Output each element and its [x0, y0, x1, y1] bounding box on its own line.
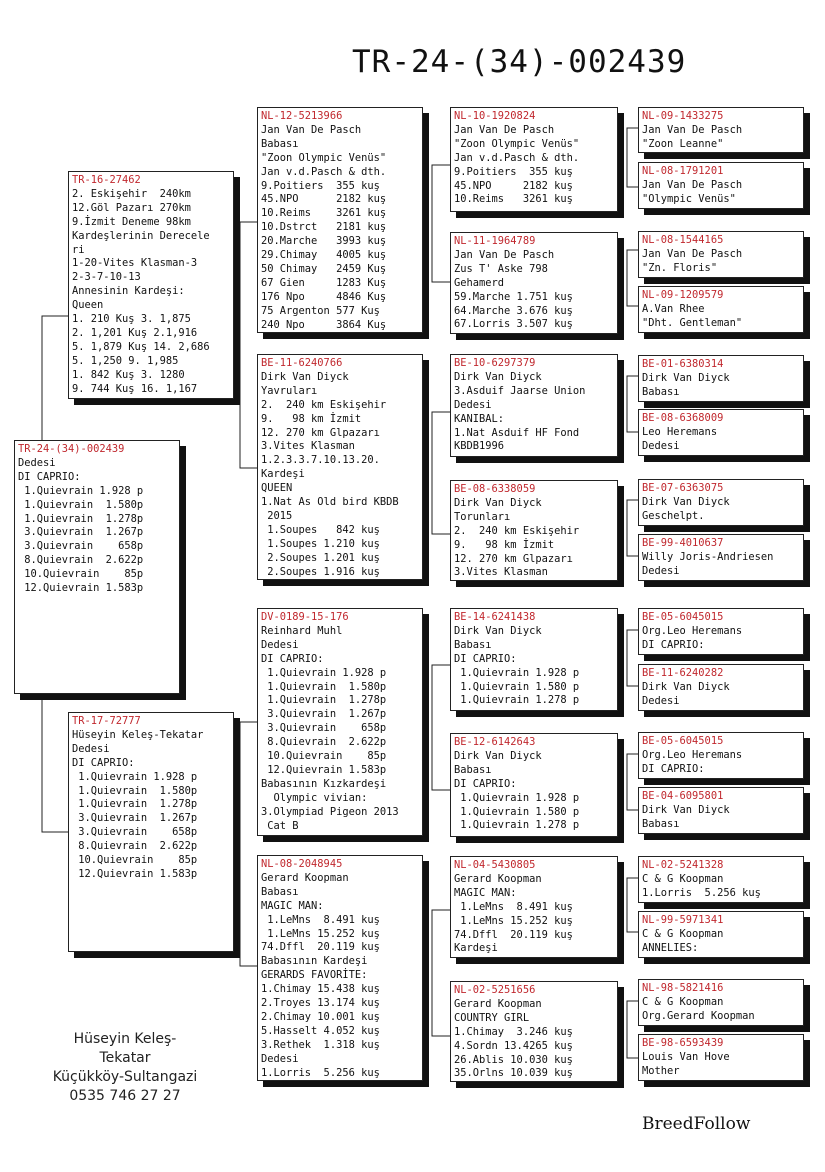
- pedigree-line: Reinhard Muhl: [261, 624, 343, 637]
- pedigree-line: 59.Marche 1.751 kuş: [454, 290, 573, 303]
- pedigree-line: 3.Quievrain 658p: [72, 826, 198, 839]
- pedigree-line: 10.Dstrct 2181 kuş: [261, 221, 387, 234]
- pedigree-line: Babası: [454, 763, 492, 776]
- pedigree-box-gen4-3: [638, 231, 804, 278]
- pedigree-line: 1.Chimay 15.438 kuş: [261, 983, 380, 996]
- pedigree-line: GERARDS FAVORİTE:: [261, 969, 368, 982]
- pedigree-line: Jan Van De Pasch: [642, 247, 743, 260]
- pedigree-line: DI CAPRIO:: [72, 756, 135, 769]
- pedigree-line: Kardeşi: [261, 468, 305, 481]
- box-details: [642, 996, 800, 1024]
- box-details: [454, 998, 614, 1081]
- pedigree-line: 10.Quievrain 85p: [18, 568, 144, 581]
- pedigree-title: TR-24-(34)-002439: [352, 44, 687, 80]
- ring-number: BE-11-6240282: [642, 667, 724, 679]
- pedigree-line: A.Van Rhee: [642, 302, 705, 315]
- pedigree-line: 12.Göl Pazarı 270km: [72, 201, 191, 214]
- pedigree-box-sire-sire: [257, 107, 423, 333]
- pedigree-line: 3.Vites Klasman: [454, 566, 548, 579]
- pedigree-line: 10.Quievrain 85p: [72, 854, 198, 867]
- ring-number: NL-98-5821416: [642, 982, 724, 994]
- pedigree-line: 1.Quievrain 1.580p: [261, 680, 387, 693]
- box-details: [72, 729, 230, 882]
- pedigree-box-gen4-5: [638, 355, 804, 402]
- pedigree-line: DI CAPRIO:: [454, 652, 517, 665]
- pedigree-line: "Zoon Leanne": [642, 137, 724, 150]
- pedigree-line: 12.Quievrain 1.583p: [72, 867, 198, 880]
- pedigree-line: 10.Reims 3261 kuş: [261, 207, 387, 220]
- box-details: [642, 179, 800, 207]
- pedigree-line: Babası: [642, 385, 680, 398]
- box-details: [18, 457, 176, 596]
- pedigree-line: Torunları: [454, 510, 511, 523]
- ring-number: TR-17-72777: [72, 715, 141, 727]
- pedigree-line: Org.Gerard Koopman: [642, 1009, 755, 1022]
- pedigree-line: 1.Quievrain 1.928 p: [261, 666, 387, 679]
- pedigree-line: 3.Quievrain 1.267p: [261, 708, 387, 721]
- pedigree-line: 2-3-7-10-13: [72, 271, 141, 284]
- pedigree-line: DI CAPRIO:: [642, 638, 705, 651]
- pedigree-box-gen4-15: [638, 979, 804, 1026]
- pedigree-line: 67.Lorris 3.507 kuş: [454, 318, 573, 331]
- box-details: [642, 928, 800, 956]
- pedigree-box-dam-dam: [257, 855, 423, 1081]
- pedigree-line: Jan Van De Pasch: [454, 248, 555, 261]
- ring-number: BE-04-6095801: [642, 790, 724, 802]
- pedigree-line: 8.Quievrain 2.622p: [18, 554, 144, 567]
- pedigree-line: 1.Lorris 5.256 kuş: [642, 886, 761, 899]
- pedigree-box-gen4-11: [638, 732, 804, 779]
- pedigree-line: Leo Heremans: [642, 425, 718, 438]
- box-details: [261, 371, 419, 580]
- ring-number: BE-08-6338059: [454, 483, 536, 495]
- pedigree-line: Dedesi: [261, 1052, 299, 1065]
- pedigree-box-gen3-6: [450, 733, 618, 837]
- ring-number: NL-08-1544165: [642, 234, 724, 246]
- ring-number: BE-08-6368009: [642, 412, 724, 424]
- pedigree-line: 3.Quievrain 1.267p: [18, 526, 144, 539]
- pedigree-box-gen3-8: [450, 981, 618, 1082]
- pedigree-line: 2.Troyes 13.174 kuş: [261, 997, 380, 1010]
- pedigree-line: 1. 842 Kuş 3. 1280: [72, 368, 185, 381]
- pedigree-line: 3.Quievrain 658p: [18, 540, 144, 553]
- pedigree-line: 1.2.3.3.7.10.13.20.: [261, 454, 380, 467]
- pedigree-box-gen4-1: [638, 107, 804, 153]
- pedigree-line: 5. 1,250 9. 1,985: [72, 354, 179, 367]
- pedigree-line: Gehamerd: [454, 276, 505, 289]
- pedigree-line: 3.Asduif Jaarse Union: [454, 384, 586, 397]
- ring-number: NL-08-1791201: [642, 165, 724, 177]
- pedigree-line: 74.Dffl 20.119 kuş: [454, 928, 573, 941]
- ring-number: NL-99-5971341: [642, 914, 724, 926]
- pedigree-line: Org.Leo Heremans: [642, 748, 743, 761]
- pedigree-box-gen3-2: [450, 232, 618, 334]
- box-details: [454, 124, 614, 207]
- box-details: [261, 625, 419, 834]
- pedigree-line: COUNTRY GIRL: [454, 1011, 530, 1024]
- pedigree-line: Jan v.d.Pasch & dth.: [261, 165, 387, 178]
- pedigree-box-dam-sire: [257, 608, 423, 836]
- pedigree-line: Annesinin Kardeşi:: [72, 285, 185, 298]
- pedigree-line: 3.Rethek 1.318 kuş: [261, 1038, 380, 1051]
- pedigree-line: C & G Koopman: [642, 872, 724, 885]
- pedigree-line: 1.Quievrain 1.928 p: [18, 484, 144, 497]
- pedigree-line: Mother: [642, 1064, 680, 1077]
- pedigree-line: 8.Quievrain 2.622p: [72, 840, 198, 853]
- pedigree-line: Dedesi: [642, 564, 680, 577]
- pedigree-line: 1.Quievrain 1.278 p: [454, 819, 580, 832]
- pedigree-box-sire-dam: [257, 354, 423, 580]
- ring-number: NL-12-5213966: [261, 110, 343, 122]
- pedigree-box-subject: [14, 440, 180, 694]
- pedigree-line: 12.Quievrain 1.583p: [18, 582, 144, 595]
- pedigree-box-gen4-4: [638, 286, 804, 333]
- pedigree-line: 35.Orlns 10.039 kuş: [454, 1067, 573, 1080]
- ring-number: BE-98-6593439: [642, 1037, 724, 1049]
- pedigree-line: 2. 240 km Eskişehir: [261, 398, 387, 411]
- pedigree-line: 1.LeMns 15.252 kuş: [454, 914, 573, 927]
- pedigree-line: 1. 210 Kuş 3. 1,875: [72, 313, 191, 326]
- box-details: [642, 248, 800, 276]
- pedigree-line: 2. 1,201 Kuş 2.1,916: [72, 326, 198, 339]
- pedigree-line: Jan Van De Pasch: [261, 123, 362, 136]
- pedigree-line: 12. 270 km Glpazarı: [261, 426, 380, 439]
- pedigree-line: 1.Quievrain 1.580 p: [454, 680, 580, 693]
- pedigree-line: 9. 744 Kuş 16. 1,167: [72, 382, 198, 395]
- pedigree-box-sire: [68, 171, 234, 399]
- pedigree-line: 3.Vites Klasman: [261, 440, 355, 453]
- breeder-phone: 0535 746 27 27: [69, 1088, 181, 1104]
- pedigree-line: Gerard Koopman: [454, 997, 542, 1010]
- pedigree-box-gen3-7: [450, 856, 618, 958]
- ring-number: NL-10-1920824: [454, 110, 536, 122]
- pedigree-line: 1.Quievrain 1.928 p: [454, 791, 580, 804]
- pedigree-box-gen3-5: [450, 608, 618, 711]
- pedigree-line: Queen: [72, 299, 104, 312]
- pedigree-line: 9.Poitiers 355 kuş: [261, 179, 380, 192]
- pedigree-line: Dedesi: [454, 398, 492, 411]
- pedigree-line: Hüseyin Keleş-Tekatar: [72, 728, 204, 741]
- pedigree-line: 1.Quievrain 1.278 p: [454, 694, 580, 707]
- pedigree-line: Dedesi: [261, 638, 299, 651]
- pedigree-line: Dedesi: [642, 439, 680, 452]
- pedigree-line: 3.Quievrain 1.267p: [72, 812, 198, 825]
- pedigree-box-gen4-16: [638, 1034, 804, 1081]
- breeder-location: Küçükköy-Sultangazi: [52, 1069, 198, 1085]
- pedigree-line: Dirk Van Diyck: [261, 370, 349, 383]
- pedigree-line: Babasının Kızkardeşi: [261, 777, 387, 790]
- pedigree-line: Kardeşlerinin Derecele: [72, 229, 210, 242]
- pedigree-box-gen3-3: [450, 354, 618, 457]
- pedigree-line: Yavruları: [261, 384, 318, 397]
- pedigree-line: QUEEN: [261, 482, 293, 495]
- box-details: [642, 1051, 800, 1079]
- ring-number: BE-11-6240766: [261, 357, 343, 369]
- box-details: [642, 303, 800, 331]
- pedigree-line: 2. 240 km Eskişehir: [454, 524, 580, 537]
- ring-number: BE-14-6241438: [454, 611, 536, 623]
- box-details: [454, 873, 614, 956]
- pedigree-line: 29.Chimay 4005 kuş: [261, 249, 387, 262]
- box-details: [642, 749, 800, 777]
- pedigree-line: Willy Joris-Andriesen: [642, 550, 774, 563]
- pedigree-line: 12. 270 km Glpazarı: [454, 552, 573, 565]
- pedigree-line: "Dht. Gentleman": [642, 316, 743, 329]
- pedigree-line: Org.Leo Heremans: [642, 624, 743, 637]
- pedigree-line: 1.Quievrain 1.928 p: [72, 770, 198, 783]
- pedigree-line: Jan v.d.Pasch & dth.: [454, 151, 580, 164]
- ring-number: NL-09-1209579: [642, 289, 724, 301]
- box-details: [642, 496, 800, 524]
- pedigree-box-gen4-9: [638, 608, 804, 655]
- box-details: [454, 371, 614, 454]
- ring-number: BE-05-6045015: [642, 735, 724, 747]
- pedigree-line: 74.Dffl 20.119 kuş: [261, 941, 380, 954]
- pedigree-line: 1.LeMns 15.252 kuş: [261, 927, 380, 940]
- pedigree-line: 5. 1,879 Kuş 14. 2,686: [72, 340, 210, 353]
- box-details: [642, 873, 800, 901]
- pedigree-line: Dirk Van Diyck: [642, 495, 730, 508]
- pedigree-line: 2015: [261, 509, 293, 522]
- pedigree-line: 4.Sordn 13.4265 kuş: [454, 1039, 573, 1052]
- pedigree-line: 3.Olympiad Pigeon 2013: [261, 805, 399, 818]
- pedigree-line: 1.Nat Asduif HF Fond: [454, 426, 580, 439]
- pedigree-line: 50 Chimay 2459 Kuş: [261, 262, 387, 275]
- ring-number: BE-12-6142643: [454, 736, 536, 748]
- pedigree-line: Babası: [261, 137, 299, 150]
- pedigree-line: 1.Quievrain 1.580p: [72, 784, 198, 797]
- pedigree-line: 12.Quievrain 1.583p: [261, 763, 387, 776]
- pedigree-line: Jan Van De Pasch: [642, 123, 743, 136]
- ring-number: BE-10-6297379: [454, 357, 536, 369]
- ring-number: TR-16-27462: [72, 174, 141, 186]
- pedigree-line: 9. 98 km İzmit: [454, 538, 555, 551]
- ring-number: NL-04-5430805: [454, 859, 536, 871]
- ring-number: BE-99-4010637: [642, 537, 724, 549]
- pedigree-line: Gerard Koopman: [454, 872, 542, 885]
- pedigree-line: Louis Van Hove: [642, 1050, 730, 1063]
- pedigree-box-dam: [68, 712, 234, 952]
- box-details: [261, 124, 419, 333]
- box-details: [72, 188, 230, 397]
- pedigree-line: DI CAPRIO:: [261, 652, 324, 665]
- box-details: [261, 872, 419, 1081]
- ring-number: DV-0189-15-176: [261, 611, 349, 623]
- pedigree-line: Babasının Kardeşi: [261, 955, 368, 968]
- pedigree-line: Dirk Van Diyck: [454, 624, 542, 637]
- breeder-name: Hüseyin Keleş-Tekatar: [73, 1031, 177, 1066]
- pedigree-line: Dirk Van Diyck: [454, 749, 542, 762]
- pedigree-line: Dirk Van Diyck: [642, 680, 730, 693]
- pedigree-line: Olympic vivian:: [261, 791, 368, 804]
- pedigree-line: "Zn. Floris": [642, 261, 718, 274]
- pedigree-box-gen4-13: [638, 856, 804, 903]
- pedigree-line: 1.Quievrain 1.278p: [72, 798, 198, 811]
- pedigree-box-gen3-1: [450, 107, 618, 212]
- pedigree-line: 67 Gien 1283 Kuş: [261, 276, 387, 289]
- pedigree-line: KANIBAL:: [454, 412, 505, 425]
- pedigree-line: 1.Nat As Old bird KBDB: [261, 496, 399, 509]
- pedigree-line: Dirk Van Diyck: [454, 496, 542, 509]
- pedigree-line: 3.Quievrain 658p: [261, 722, 387, 735]
- pedigree-line: 75 Argenton 577 Kuş: [261, 304, 380, 317]
- pedigree-line: DI CAPRIO:: [18, 470, 81, 483]
- brand-logo-text: BreedFollow: [642, 1114, 751, 1134]
- box-details: [642, 551, 800, 579]
- pedigree-line: MAGIC MAN:: [261, 899, 324, 912]
- pedigree-line: C & G Koopman: [642, 927, 724, 940]
- pedigree-line: DI CAPRIO:: [642, 762, 705, 775]
- pedigree-line: 1.LeMns 8.491 kuş: [261, 913, 380, 926]
- box-details: [454, 497, 614, 580]
- pedigree-line: 1.Quievrain 1.580p: [18, 498, 144, 511]
- pedigree-line: "Zoon Olympic Venüs": [261, 151, 387, 164]
- pedigree-line: 1.Quievrain 1.928 p: [454, 666, 580, 679]
- pedigree-line: "Zoon Olympic Venüs": [454, 137, 580, 150]
- box-details: [642, 372, 800, 400]
- box-details: [454, 249, 614, 332]
- pedigree-box-gen4-12: [638, 787, 804, 834]
- pedigree-line: 2.Soupes 1.916 kuş: [261, 565, 380, 578]
- pedigree-line: Dedesi: [18, 456, 56, 469]
- box-details: [642, 124, 800, 152]
- ring-number: NL-11-1964789: [454, 235, 536, 247]
- pedigree-line: 9.İzmit Deneme 98km: [72, 215, 191, 228]
- pedigree-line: Jan Van De Pasch: [642, 178, 743, 191]
- pedigree-line: 1.Quievrain 1.580 p: [454, 805, 580, 818]
- pedigree-box-gen3-4: [450, 480, 618, 581]
- pedigree-line: 10.Quievrain 85p: [261, 750, 387, 763]
- pedigree-box-gen4-7: [638, 479, 804, 526]
- pedigree-line: Kardeşi: [454, 942, 498, 955]
- pedigree-line: Dedesi: [72, 742, 110, 755]
- pedigree-line: Geschelpt.: [642, 509, 705, 522]
- pedigree-line: 9. 98 km İzmit: [261, 412, 362, 425]
- box-details: [454, 750, 614, 833]
- pedigree-box-gen4-6: [638, 409, 804, 456]
- pedigree-line: 1.Soupes 1.210 kuş: [261, 537, 380, 550]
- pedigree-box-gen4-2: [638, 162, 804, 209]
- ring-number: NL-02-5241328: [642, 859, 724, 871]
- pedigree-line: Dedesi: [642, 694, 680, 707]
- pedigree-line: 26.Ablis 10.030 kuş: [454, 1053, 573, 1066]
- pedigree-line: Babası: [261, 885, 299, 898]
- pedigree-line: 1.Soupes 842 kuş: [261, 523, 380, 536]
- pedigree-line: "Olympic Venüs": [642, 192, 736, 205]
- pedigree-line: 176 Npo 4846 Kuş: [261, 290, 387, 303]
- pedigree-line: ri: [72, 243, 85, 256]
- pedigree-line: MAGIC MAN:: [454, 886, 517, 899]
- pedigree-line: DI CAPRIO:: [454, 777, 517, 790]
- pedigree-line: 240 Npo 3864 Kuş: [261, 318, 387, 331]
- pedigree-line: Zus T' Aske 798: [454, 262, 548, 275]
- pedigree-line: Dirk Van Diyck: [642, 371, 730, 384]
- breeder-contact: [50, 1030, 200, 1106]
- box-details: [642, 681, 800, 709]
- box-details: [454, 625, 614, 708]
- pedigree-line: Cat B: [261, 819, 299, 832]
- pedigree-line: Dirk Van Diyck: [454, 370, 542, 383]
- ring-number: NL-09-1433275: [642, 110, 724, 122]
- pedigree-line: Jan Van De Pasch: [454, 123, 555, 136]
- pedigree-box-gen4-14: [638, 911, 804, 958]
- pedigree-line: 45.NPO 2182 kuş: [454, 179, 573, 192]
- pedigree-line: Babası: [642, 817, 680, 830]
- pedigree-box-gen4-10: [638, 664, 804, 711]
- box-details: [642, 625, 800, 653]
- pedigree-line: C & G Koopman: [642, 995, 724, 1008]
- pedigree-line: 1.Quievrain 1.278p: [18, 512, 144, 525]
- ring-number: BE-05-6045015: [642, 611, 724, 623]
- ring-number: NL-02-5251656: [454, 984, 536, 996]
- ring-number: BE-01-6380314: [642, 358, 724, 370]
- pedigree-line: 5.Hasselt 4.052 kuş: [261, 1024, 380, 1037]
- pedigree-line: 1-20-Vites Klasman-3: [72, 257, 198, 270]
- ring-number: NL-08-2048945: [261, 858, 343, 870]
- pedigree-line: 2.Chimay 10.001 kuş: [261, 1010, 380, 1023]
- pedigree-box-gen4-8: [638, 534, 804, 581]
- pedigree-line: 1.LeMns 8.491 kuş: [454, 900, 573, 913]
- pedigree-line: ANNELIES:: [642, 941, 699, 954]
- pedigree-line: Gerard Koopman: [261, 871, 349, 884]
- pedigree-line: Dirk Van Diyck: [642, 803, 730, 816]
- box-details: [642, 426, 800, 454]
- pedigree-line: KBDB1996: [454, 440, 505, 453]
- pedigree-line: 1.Lorris 5.256 kuş: [261, 1066, 380, 1079]
- pedigree-line: 1.Chimay 3.246 kuş: [454, 1025, 573, 1038]
- pedigree-line: 9.Poitiers 355 kuş: [454, 165, 573, 178]
- pedigree-line: 1.Quievrain 1.278p: [261, 694, 387, 707]
- pedigree-line: 2. Eskişehir 240km: [72, 187, 191, 200]
- ring-number: TR-24-(34)-002439: [18, 443, 125, 455]
- pedigree-line: 10.Reims 3261 kuş: [454, 193, 573, 206]
- ring-number: BE-07-6363075: [642, 482, 724, 494]
- pedigree-line: 64.Marche 3.676 kuş: [454, 304, 573, 317]
- pedigree-line: 8.Quievrain 2.622p: [261, 736, 387, 749]
- pedigree-line: 2.Soupes 1.201 kuş: [261, 551, 380, 564]
- pedigree-line: 45.NPO 2182 kuş: [261, 193, 387, 206]
- box-details: [642, 804, 800, 832]
- pedigree-line: 20.Marche 3993 kuş: [261, 235, 387, 248]
- pedigree-line: Babası: [454, 638, 492, 651]
